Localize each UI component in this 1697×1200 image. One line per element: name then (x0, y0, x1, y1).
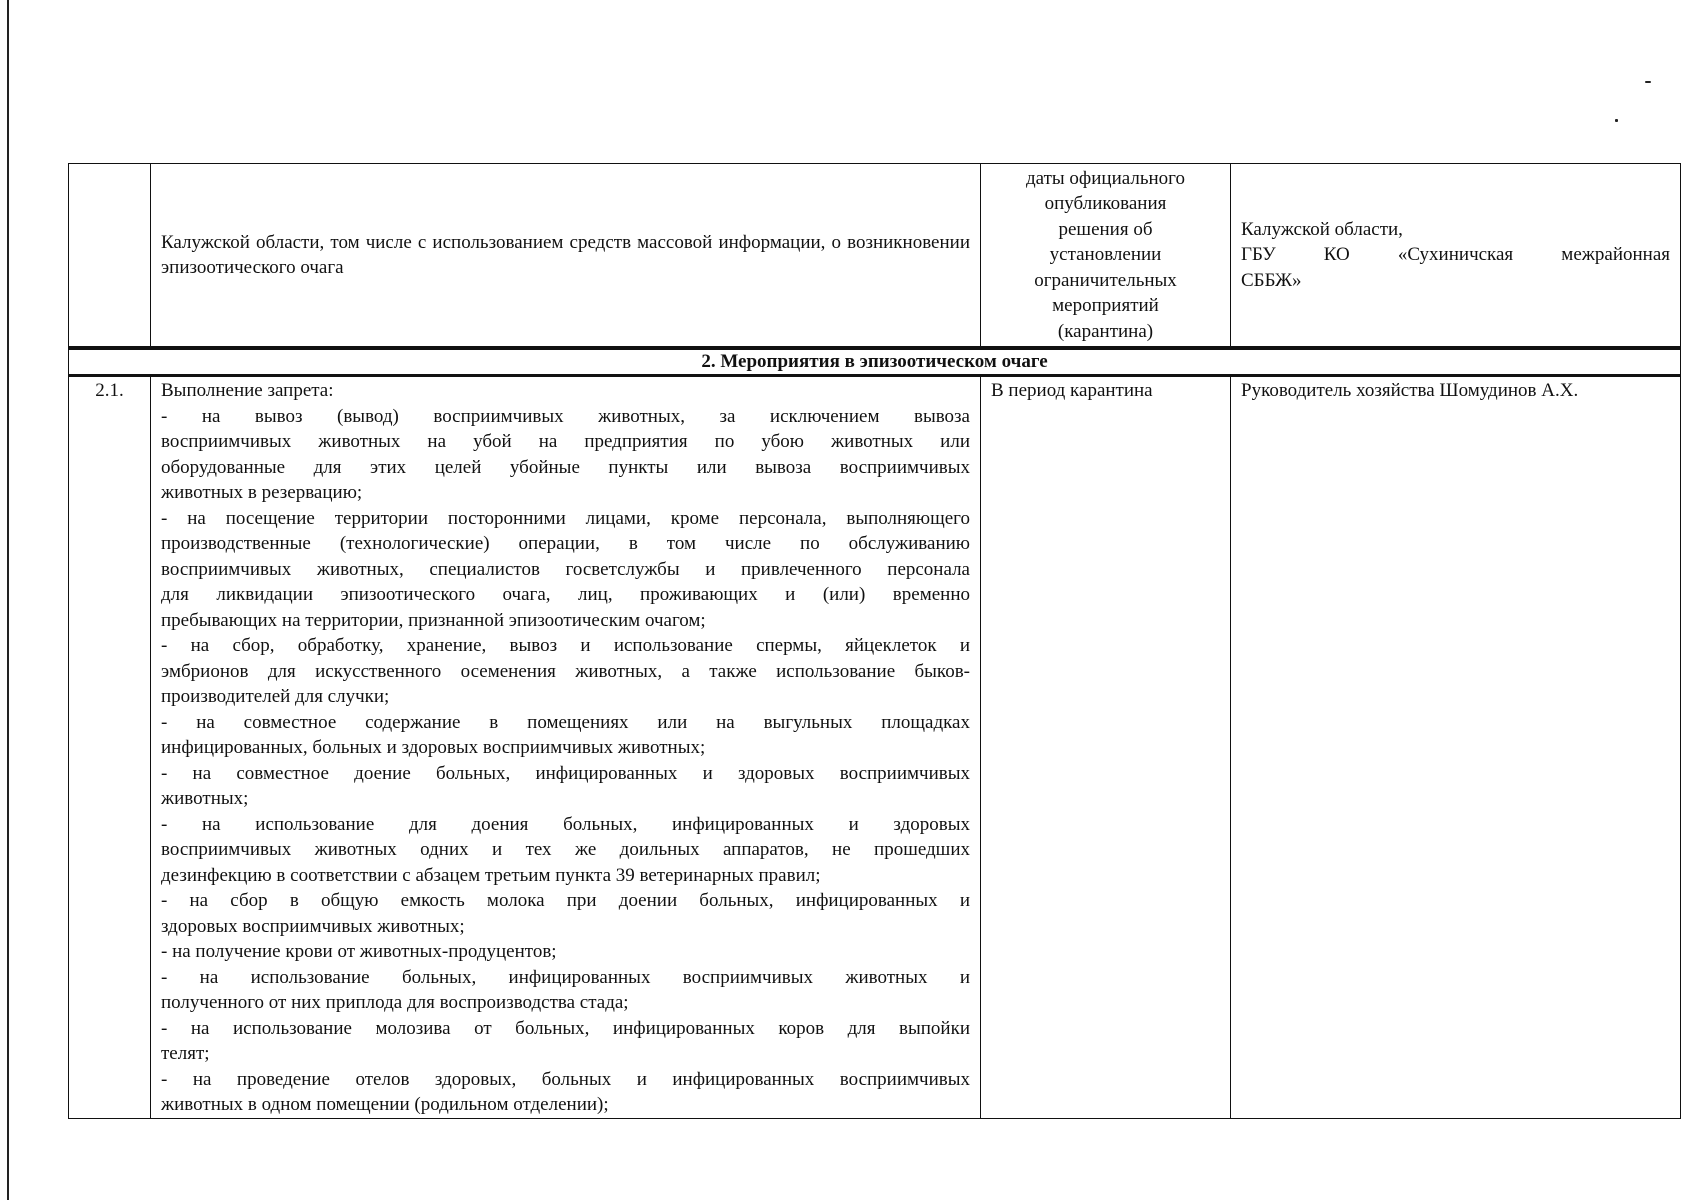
table-row-2-1 (69, 376, 1681, 1119)
measure-text (151, 376, 981, 1119)
measure-text-line: - на использование больных, инфицированных восприимчивых животных и (161, 966, 970, 988)
measure-text-line: производителей для случки; (161, 686, 390, 707)
measure-text-line: для ликвидации эпизоотического очага, лиц, проживающих и (или) временно (161, 584, 970, 605)
row-number: 2.1. (69, 376, 151, 1119)
table-row-continuation (69, 164, 1681, 349)
measure-text-line: восприимчивых животных на убой на предприятия по убою животных или (161, 431, 970, 452)
scan-mark (1615, 119, 1618, 122)
measure-text-line: - на посещение территории посторонними лицами, кроме персонала, выполняющего (161, 507, 970, 529)
responsible-cell (1231, 164, 1681, 349)
measure-text-line: - на использование молозива от больных, инфицированных коров для выпойки (161, 1017, 970, 1039)
measure-text-line: - на совместное содержание в помещениях или на выгульных площадках (161, 711, 970, 733)
measure-text-line: - на совместное доение больных, инфицированных и здоровых восприимчивых (161, 762, 970, 784)
deadline-line: даты официального (1026, 167, 1185, 189)
deadline-line: установлении (1049, 244, 1162, 266)
deadline-line: ограничительных (1034, 269, 1177, 291)
measure-text-line: Выполнение запрета: (161, 380, 334, 401)
measure-text-line: - на получение крови от животных-продуцентов; (161, 941, 557, 962)
scan-mark (1645, 81, 1651, 83)
responsible-cell: Руководитель хозяйства Шомудинов А.Х. (1231, 376, 1681, 1119)
measure-text-line: инфицированных, больных и здоровых восприимчивых животных; (161, 737, 706, 758)
measure-text: Калужской области, том числе с использованием средств массовой информации, о возникновении эпизоотического очага (151, 164, 981, 349)
deadline-line: опубликования (1044, 193, 1167, 215)
row-number (69, 164, 151, 349)
measure-text-line: дезинфекцию в соответствии с абзацем третьим пункта 39 ветеринарных правил; (161, 864, 821, 886)
measure-text-line: телят; (161, 1043, 210, 1064)
measure-text-line: животных в одном помещении (родильном отделении); (161, 1094, 609, 1115)
responsible-line: СББЖ» (1241, 269, 1302, 291)
measure-text-line: - на проведение отелов здоровых, больных и инфицированных восприимчивых (161, 1068, 970, 1090)
deadline-cell: В период карантина (981, 376, 1231, 1119)
measure-text-line: - на использование для доения больных, инфицированных и здоровых (161, 813, 970, 835)
measure-text-line: - на сбор, обработку, хранение, вывоз и использование спермы, яйцеклеток и (161, 635, 970, 656)
measure-text-line: оборудованные для этих целей убойные пункты или вывоза восприимчивых (161, 456, 970, 478)
measure-text-line: здоровых восприимчивых животных; (161, 915, 465, 937)
measure-text-line: полученного от них приплода для воспроизводства стада; (161, 992, 629, 1013)
measure-text-line: пребывающих на территории, признанной эпизоотическим очагом; (161, 609, 706, 631)
responsible-line: ГБУ КО «Сухиничская межрайонная (1241, 244, 1670, 266)
section-title: 2. Мероприятия в эпизоотическом очаге (69, 348, 1681, 376)
measures-table (68, 163, 1681, 1119)
deadline-line: мероприятий (1052, 295, 1159, 317)
measure-text-line: производственные (технологические) операции, в том числе по обслуживанию (161, 533, 970, 554)
page-edge-line (7, 0, 9, 1200)
measure-text-line: животных в резервацию; (161, 482, 363, 503)
measure-text-line: - на вывоз (вывод) восприимчивых животных, за исключением вывоза (161, 405, 970, 427)
section-header-row (69, 348, 1681, 376)
measure-text-line: восприимчивых животных одних и тех же доильных аппаратов, не прошедших (161, 839, 970, 860)
deadline-line: решения об (1058, 218, 1153, 240)
responsible-line: Калужской области, (1241, 218, 1403, 240)
measure-text-line: животных; (161, 788, 249, 809)
deadline-cell (981, 164, 1231, 349)
measure-text-line: восприимчивых животных, специалистов госветслужбы и привлеченного персонала (161, 558, 970, 580)
deadline-line: (карантина) (1057, 320, 1154, 342)
measure-text-line: эмбрионов для искусственного осеменения животных, а также использование быков- (161, 660, 970, 682)
measure-text-line: - на сбор в общую емкость молока при доении больных, инфицированных и (161, 890, 970, 911)
